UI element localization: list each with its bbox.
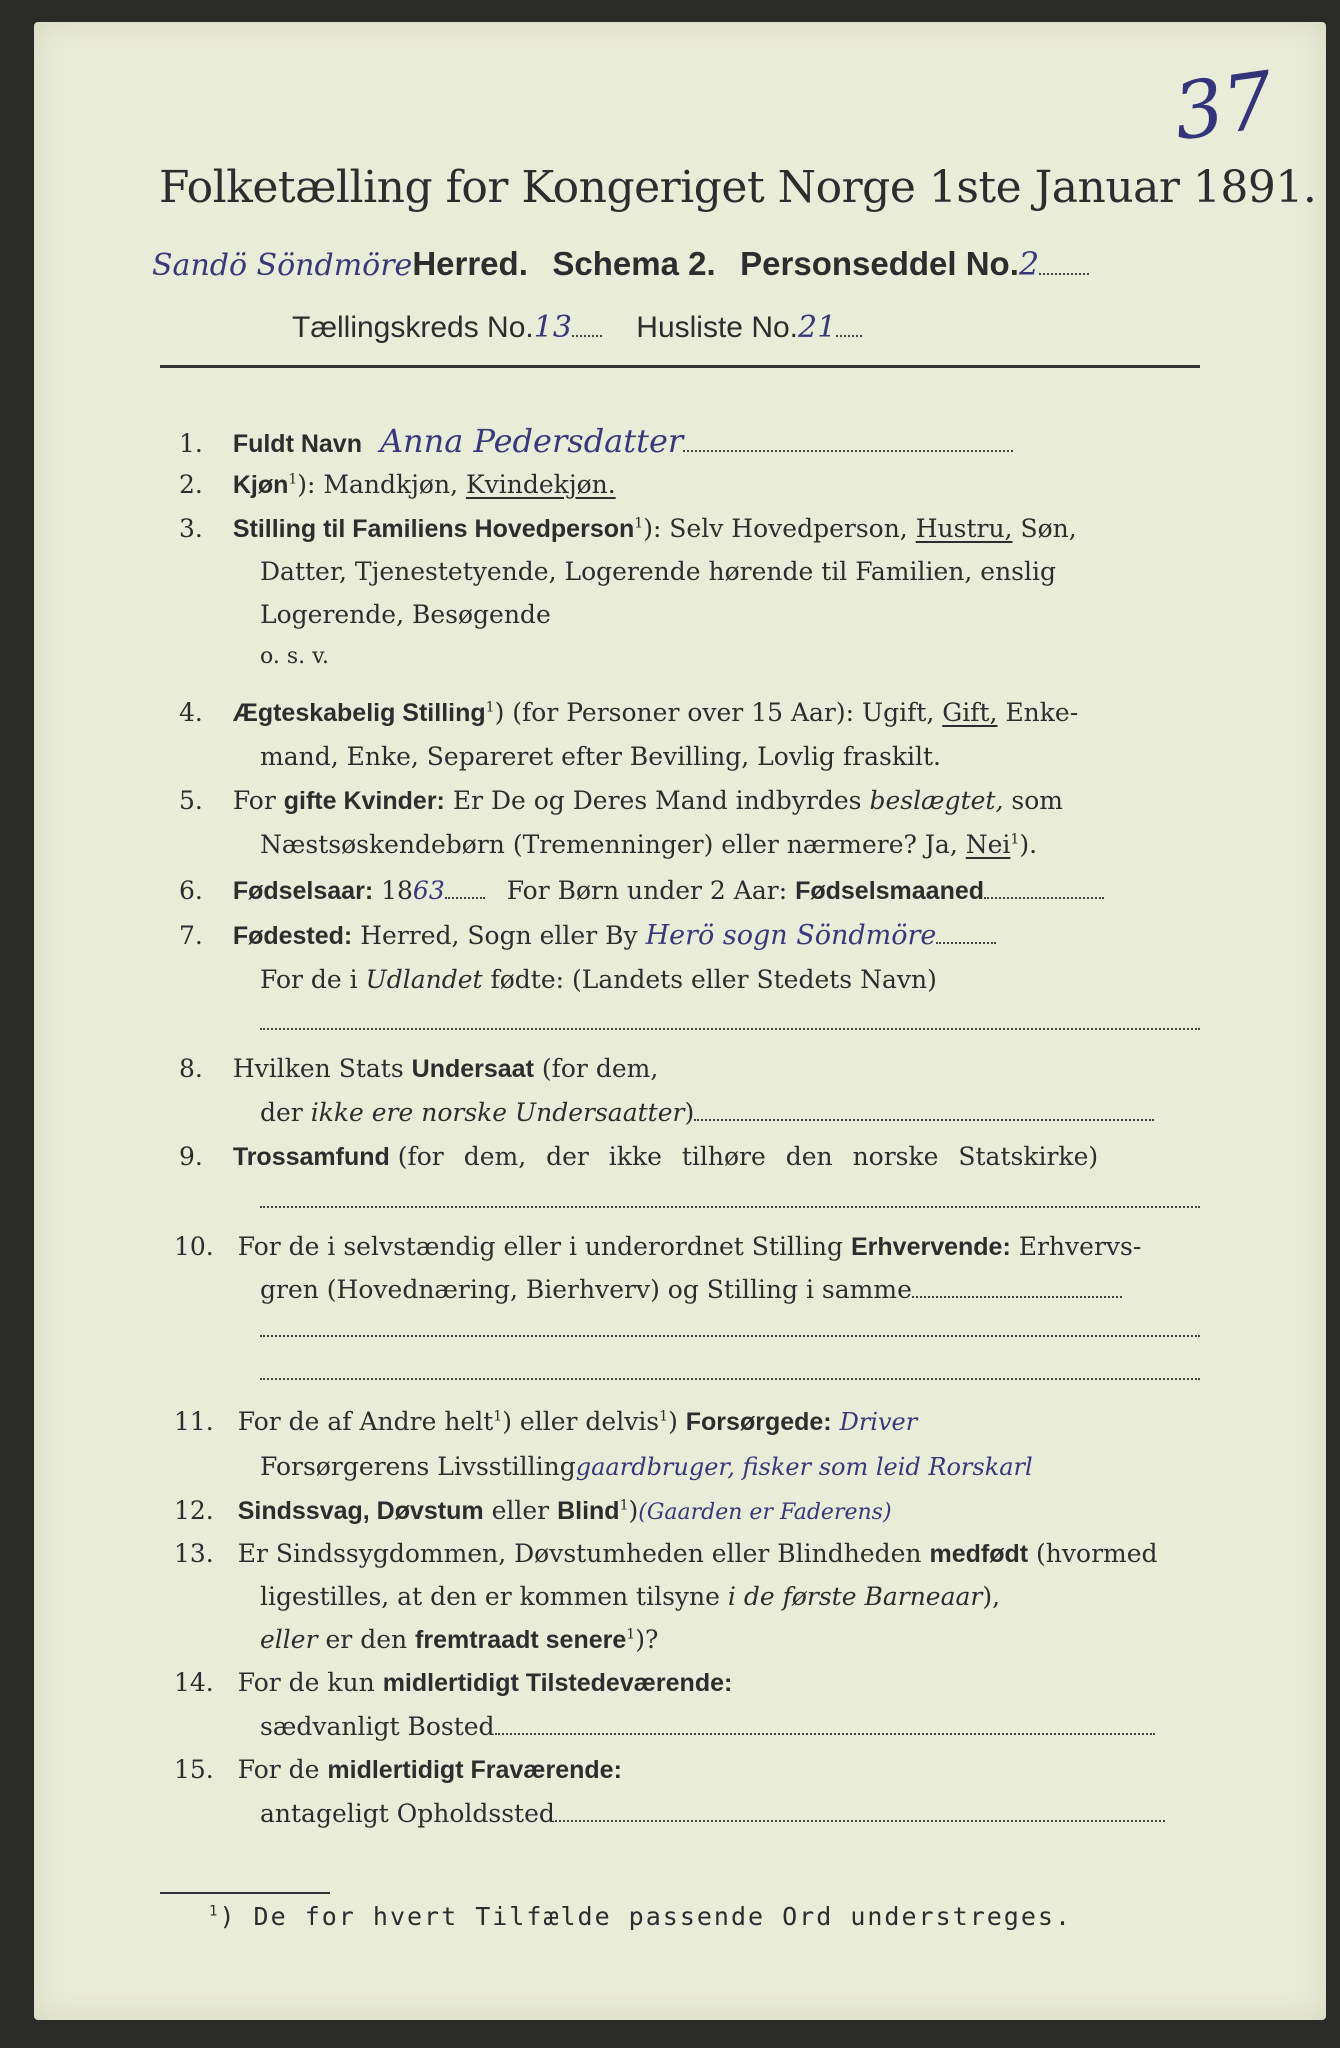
q8-text-b: (for dem, xyxy=(541,1054,659,1083)
q3-text-a: ): Selv Hovedperson, xyxy=(643,514,908,543)
q10-label: Erhvervende: xyxy=(850,1233,1011,1261)
q10-blank-line-1 xyxy=(260,1334,1200,1337)
q4-line2: mand, Enke, Separeret efter Bevilling, Lovlig fraskilt. xyxy=(260,742,941,771)
q6-text: For Børn under 2 Aar: xyxy=(506,876,788,905)
q15-number: 15. xyxy=(174,1755,214,1784)
q7-line2-italic: Udlandet xyxy=(365,965,483,994)
q8-text: Hvilken Stats xyxy=(232,1054,404,1083)
q1-row xyxy=(179,422,1013,460)
q3-line2: Datter, Tjenestetyende, Logerende hørende til Familien, enslig xyxy=(260,557,1057,586)
q1-label: Fuldt Navn xyxy=(232,430,362,458)
q9-row xyxy=(179,1142,1098,1172)
q13-number: 13. xyxy=(174,1539,214,1568)
q11-line2: Forsørgerens Livsstilling xyxy=(260,1452,576,1481)
q13-line3-label: fremtraadt senere xyxy=(415,1626,627,1654)
q10-text-b: Erhvervs- xyxy=(1018,1232,1142,1261)
q10-line2: gren (Hovednæring, Bierhverv) og Stilling i samme xyxy=(260,1275,912,1304)
q3-line4: o. s. v. xyxy=(260,644,329,669)
q6-row xyxy=(179,876,1104,906)
herred-label: Herred. xyxy=(412,245,528,282)
footnote-text: ) De for hvert Tilfælde passende Ord understreges. xyxy=(219,1902,1073,1931)
q4-text-b: Enke- xyxy=(1005,698,1079,727)
q8-number: 8. xyxy=(179,1054,203,1083)
q5-underlined-choice: Nei xyxy=(965,830,1011,859)
q6-number: 6. xyxy=(179,876,203,905)
q3-label: Stilling til Familiens Hovedperson xyxy=(232,515,635,543)
q10-blank-line-2 xyxy=(260,1377,1200,1380)
q10-line2-row xyxy=(260,1275,1122,1304)
q15-text: For de xyxy=(237,1755,320,1784)
q4-number: 4. xyxy=(179,698,203,727)
q7-line2-row xyxy=(260,965,937,994)
q11-value-1: Driver xyxy=(839,1408,918,1436)
kreds-value: 13 xyxy=(533,310,572,345)
q12-label2: Blind xyxy=(557,1497,620,1525)
q3-text-b: Søn, xyxy=(1020,514,1077,543)
q12-label: Sindssvag, Døvstum xyxy=(237,1497,484,1525)
q14-text: For de kun xyxy=(237,1668,375,1697)
q8-line2-italic: ikke ere norske Undersaatter xyxy=(310,1098,685,1127)
q10-number: 10. xyxy=(174,1232,214,1261)
q11-number: 11. xyxy=(174,1407,214,1436)
kreds-label: Tællingskreds No. xyxy=(292,311,534,344)
q5-row xyxy=(179,786,1063,816)
q3-row: 3. Stilling til Familiens Hovedperson$^1$): Selv Hovedperson, Hustru, Søn, xyxy=(179,514,1077,543)
q7-text: Herred, Sogn eller By xyxy=(360,921,638,950)
q14-line2: sædvanligt Bosted xyxy=(260,1712,495,1741)
q13-text-a: Er Sindssygdommen, Døvstumheden eller Blindheden xyxy=(237,1539,922,1568)
q1-value: Anna Pedersdatter xyxy=(379,422,684,460)
header-line-kreds xyxy=(292,310,862,345)
q14-label: midlertidigt Tilstedeværende: xyxy=(382,1669,733,1697)
q7-line2b: fødte: (Landets eller Stedets Navn) xyxy=(490,965,937,994)
q13-line3b: )? xyxy=(635,1625,659,1654)
q13-line2a: ligestilles, at den er kommen tilsyne xyxy=(260,1582,720,1611)
q2-row xyxy=(179,470,616,500)
q6-label2: Fødselsmaaned xyxy=(795,877,985,905)
q11-text-b: ) eller delvis xyxy=(502,1407,660,1436)
q11-value-2: gaardbruger, fisker som leid Rorskarl xyxy=(575,1453,1033,1481)
q4-row: 4. Ægteskabelig Stilling$^1$) (for Personer over 15 Aar): Ugift, Gift, Enke- xyxy=(179,698,1079,727)
q11-row: 11. For de af Andre helt$^1$) eller delvis$^1$) Forsørgede: Driver xyxy=(174,1407,918,1436)
q10-row xyxy=(174,1232,1141,1262)
q9-blank-line xyxy=(260,1205,1200,1208)
q4-underlined-choice: Gift, xyxy=(942,698,998,727)
q2-number: 2. xyxy=(179,470,203,499)
q8-label: Undersaat xyxy=(411,1055,534,1083)
q13-line2b: ), xyxy=(982,1582,1001,1611)
q13-text-b: (hvormed xyxy=(1036,1539,1158,1568)
q8-row xyxy=(179,1054,658,1084)
q7-value: Herö sogn Söndmöre xyxy=(645,920,937,951)
q5-text-b: som xyxy=(1011,786,1063,815)
q13-line3-italic: eller xyxy=(260,1625,318,1654)
q8-line2-row xyxy=(260,1098,1154,1127)
q15-label: midlertidigt Fraværende: xyxy=(327,1756,622,1784)
q2-text: ): Mandkjøn, xyxy=(297,470,459,499)
q11-line2-row xyxy=(260,1452,1033,1481)
q9-label: Trossamfund xyxy=(232,1143,390,1171)
footnote-rule xyxy=(160,1892,330,1894)
footnote xyxy=(209,1902,1072,1931)
q12-value: (Gaarden er Faderens) xyxy=(638,1500,892,1525)
q5-label-prefix: For xyxy=(232,786,276,815)
q4-text-a: ) (for Personer over 15 Aar): Ugift, xyxy=(494,698,935,727)
q2-underlined-choice: Kvindekjøn. xyxy=(465,470,616,499)
q12-number: 12. xyxy=(174,1496,214,1525)
q9-text: (for dem, der ikke tilhøre den norske Statskirke) xyxy=(397,1142,1099,1171)
q13-label: medfødt xyxy=(929,1540,1029,1568)
q3-underlined-choice: Hustru, xyxy=(915,514,1013,543)
q7-blank-line xyxy=(260,1027,1200,1030)
q5-label: gifte Kvinder: xyxy=(283,787,445,815)
q12-row: 12. Sindssvag, Døvstum eller Blind$^1$)(Gaarden er Faderens) xyxy=(174,1496,892,1525)
q5-italic: beslægtet, xyxy=(869,786,1004,815)
q10-text: For de i selvstændig eller i underordnet Stilling xyxy=(237,1232,844,1261)
form-title: Folketælling for Kongeriget Norge 1ste Januar 1891. xyxy=(159,162,1317,213)
header-rule xyxy=(160,365,1200,368)
q6-label: Fødselsaar: xyxy=(232,877,374,905)
q15-row xyxy=(174,1755,622,1785)
census-form-sheet xyxy=(34,22,1326,2020)
q5-line2: Næstsøskendebørn (Tremenninger) eller nærmere? Ja, xyxy=(260,830,958,859)
q5-number: 5. xyxy=(179,786,203,815)
q11-label: Forsørgede: xyxy=(685,1408,832,1436)
herred-fill: Sandö Söndmöre xyxy=(152,248,413,283)
q13-line3-row: eller er den fremtraadt senere$^1$)? xyxy=(260,1625,659,1654)
footnote-mark: 1 xyxy=(209,1903,220,1920)
q5-text-a: Er De og Deres Mand indbyrdes xyxy=(452,786,862,815)
q5-line2-row: Næstsøskendebørn (Tremenninger) eller nærmere? Ja, Nei$^1$). xyxy=(260,830,1038,859)
q14-number: 14. xyxy=(174,1668,214,1697)
q13-line2-italic: i de første Barneaar xyxy=(727,1582,983,1611)
q1-number: 1. xyxy=(179,429,203,458)
q7-number: 7. xyxy=(179,921,203,950)
q14-row xyxy=(174,1668,732,1698)
q4-label: Ægteskabelig Stilling xyxy=(232,699,486,727)
q2-footnote-mark: 1 xyxy=(288,471,298,488)
q7-row xyxy=(179,920,996,951)
q2-label: Kjøn xyxy=(232,471,289,499)
q13-line2-row xyxy=(260,1582,1000,1611)
q9-number: 9. xyxy=(179,1142,203,1171)
husliste-label: Husliste No. xyxy=(636,311,798,344)
q8-line2a: der xyxy=(260,1098,303,1127)
q6-year-value: 63 xyxy=(412,876,445,905)
q3-number: 3. xyxy=(179,514,203,543)
q13-line3a: er den xyxy=(325,1625,408,1654)
q11-text: For de af Andre helt xyxy=(237,1407,494,1436)
personseddel-value: 2 xyxy=(1018,245,1040,283)
q13-row xyxy=(174,1539,1158,1569)
header-line-herred xyxy=(152,244,1089,283)
q7-label: Fødested: xyxy=(232,922,353,950)
q3-line3: Logerende, Besøgende xyxy=(260,600,551,629)
husliste-value: 21 xyxy=(798,310,837,345)
q12-text: eller xyxy=(491,1496,550,1525)
page-number: 37 xyxy=(1168,55,1280,159)
q15-line2: antageligt Opholdssted xyxy=(260,1799,555,1828)
q7-line2a: For de i xyxy=(260,965,358,994)
schema-label: Schema 2. xyxy=(552,245,716,282)
q8-line2b: ) xyxy=(684,1098,695,1127)
q6-year-prefix: 18 xyxy=(381,876,413,905)
q14-line2-row xyxy=(260,1712,1155,1741)
personseddel-label: Personseddel No. xyxy=(740,245,1019,282)
q15-line2-row xyxy=(260,1799,1165,1828)
q5-end: ). xyxy=(1019,830,1038,859)
